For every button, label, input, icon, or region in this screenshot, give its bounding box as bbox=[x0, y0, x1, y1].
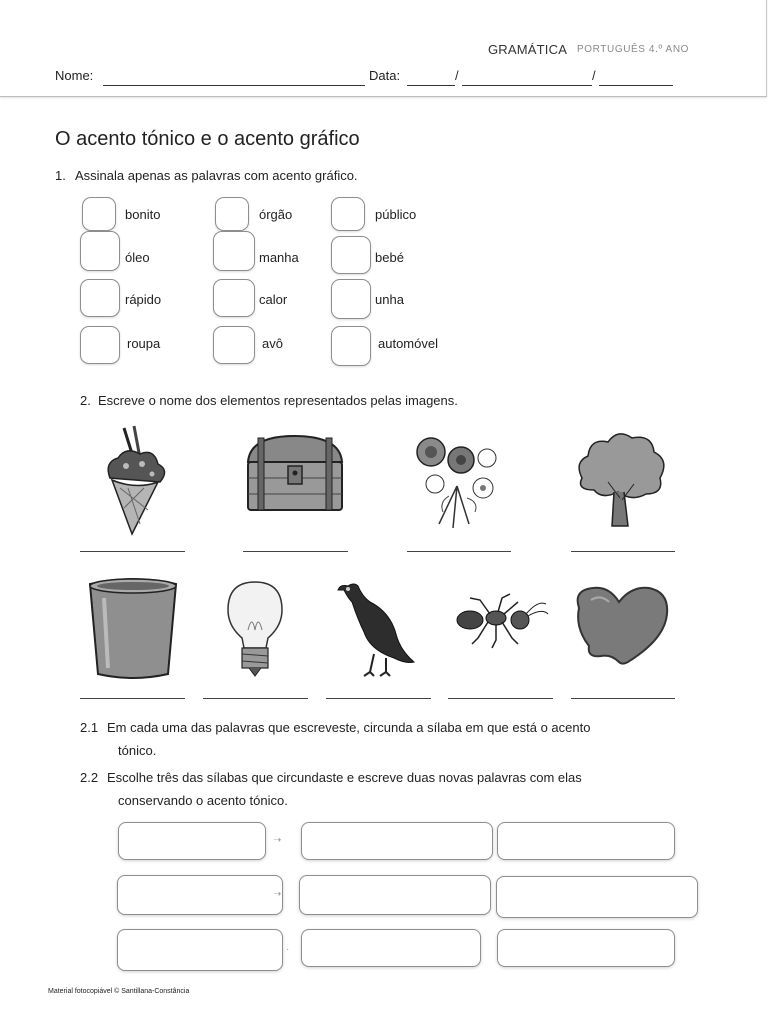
answer-line-ant[interactable] bbox=[448, 698, 553, 699]
question-text-continued: conservando o acento tónico. bbox=[118, 793, 288, 808]
question-number: 2. bbox=[80, 393, 91, 408]
word-label: bebé bbox=[375, 250, 404, 265]
word-box-1b[interactable] bbox=[497, 822, 675, 860]
word-label: calor bbox=[259, 292, 288, 307]
ice-cream-image bbox=[96, 424, 178, 538]
question-2-1 bbox=[80, 716, 590, 762]
answer-line-vulture[interactable] bbox=[326, 698, 431, 699]
checkbox-automovel[interactable] bbox=[331, 326, 371, 366]
syllable-box-3[interactable] bbox=[117, 929, 283, 971]
question-number: 1. bbox=[55, 168, 66, 183]
word-label: óleo bbox=[125, 250, 150, 265]
question-text: Em cada uma das palavras que escreveste, circunda a sílaba em que está o acento bbox=[107, 720, 591, 735]
checkbox-bebe[interactable] bbox=[331, 236, 371, 274]
word-box-2b[interactable] bbox=[496, 876, 698, 918]
checkbox-oleo[interactable] bbox=[80, 231, 120, 271]
date-month-field[interactable] bbox=[462, 85, 592, 86]
question-2-2 bbox=[80, 766, 582, 812]
arrow-icon: ➝ bbox=[273, 835, 282, 846]
answer-line-flowers[interactable] bbox=[407, 551, 511, 552]
copyright-footer: Material fotocopiável © Santillana-Constância bbox=[48, 988, 190, 995]
question-1 bbox=[55, 168, 358, 183]
checkbox-orgao[interactable] bbox=[215, 197, 249, 231]
word-label: roupa bbox=[127, 336, 161, 351]
checkbox-calor[interactable] bbox=[213, 279, 255, 317]
checkbox-rapido[interactable] bbox=[80, 279, 120, 317]
answer-line-chest[interactable] bbox=[243, 551, 348, 552]
date-label: Data: bbox=[369, 68, 401, 83]
name-field[interactable] bbox=[103, 85, 365, 86]
question-2 bbox=[80, 393, 458, 408]
page-title: O acento tónico e o acento gráfico bbox=[55, 128, 360, 150]
date-separator: / bbox=[455, 68, 459, 83]
question-text: Assinala apenas as palavras com acento gráfico. bbox=[75, 168, 358, 183]
checkbox-bonito[interactable] bbox=[82, 197, 116, 231]
word-label: manha bbox=[259, 250, 299, 265]
answer-line-bulb[interactable] bbox=[203, 698, 308, 699]
page-header bbox=[0, 0, 767, 97]
word-label: automóvel bbox=[378, 336, 438, 351]
syllable-box-1[interactable] bbox=[118, 822, 266, 860]
checkbox-manha[interactable] bbox=[213, 231, 255, 271]
answer-line-pot[interactable] bbox=[80, 698, 185, 699]
vulture-image bbox=[334, 572, 420, 680]
word-box-3b[interactable] bbox=[497, 929, 675, 967]
checkbox-avo[interactable] bbox=[213, 326, 255, 364]
answer-line-tree[interactable] bbox=[571, 551, 675, 552]
arrow-icon: · bbox=[286, 944, 290, 955]
flowers-image bbox=[409, 428, 503, 532]
light-bulb-image bbox=[222, 578, 288, 680]
word-label: rápido bbox=[125, 292, 162, 307]
word-label: unha bbox=[375, 292, 404, 307]
syllable-box-2[interactable] bbox=[117, 875, 283, 915]
date-separator: / bbox=[592, 68, 596, 83]
tree-image bbox=[572, 428, 670, 530]
subject-subtitle: PORTUGUÊS 4.º ANO bbox=[577, 44, 690, 55]
question-text-continued: tónico. bbox=[118, 743, 157, 758]
subject-title: GRAMÁTICA bbox=[488, 42, 568, 57]
question-text: Escreve o nome dos elementos representados pelas imagens. bbox=[98, 393, 458, 408]
question-text: Escolhe três das sílabas que circundaste e escreve duas novas palavras com elas bbox=[107, 770, 582, 785]
answer-line-heart[interactable] bbox=[571, 698, 675, 699]
arrow-icon: ➝ bbox=[273, 889, 282, 900]
word-label: público bbox=[375, 207, 417, 222]
flower-pot-image bbox=[84, 576, 182, 680]
treasure-chest-image bbox=[244, 432, 346, 514]
word-label: órgão bbox=[259, 207, 293, 222]
heart-image bbox=[571, 584, 673, 672]
ant-image bbox=[448, 588, 552, 650]
word-box-1a[interactable] bbox=[301, 822, 493, 860]
date-year-field[interactable] bbox=[599, 85, 673, 86]
question-number: 2.2 bbox=[80, 770, 99, 785]
word-box-3a[interactable] bbox=[301, 929, 481, 967]
checkbox-unha[interactable] bbox=[331, 279, 371, 319]
name-label: Nome: bbox=[55, 68, 94, 83]
question-number: 2.1 bbox=[80, 720, 99, 735]
word-label: avô bbox=[262, 336, 283, 351]
date-day-field[interactable] bbox=[407, 85, 455, 86]
word-label: bonito bbox=[125, 207, 161, 222]
checkbox-roupa[interactable] bbox=[80, 326, 120, 364]
word-box-2a[interactable] bbox=[299, 875, 491, 915]
checkbox-publico[interactable] bbox=[331, 197, 365, 231]
answer-line-ice-cream[interactable] bbox=[80, 551, 185, 552]
